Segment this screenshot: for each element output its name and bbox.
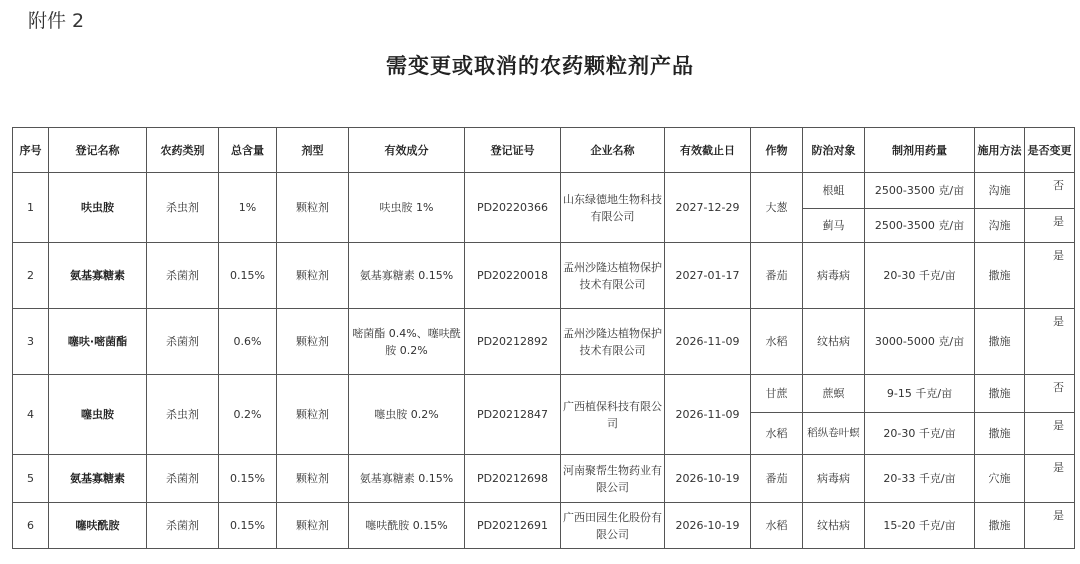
cell-reg-no: PD20212698 <box>465 455 561 503</box>
cell-ingredient: 氨基寡糖素 0.15% <box>349 243 465 309</box>
header-company: 企业名称 <box>561 128 665 173</box>
header-seq: 序号 <box>13 128 49 173</box>
cell-target: 蔗螟 <box>803 375 865 413</box>
cell-change: 是 <box>1025 243 1075 309</box>
cell-dosage: 3000-5000 克/亩 <box>865 309 975 375</box>
cell-reg-no: PD20212892 <box>465 309 561 375</box>
cell-seq: 6 <box>13 503 49 549</box>
cell-target: 蓟马 <box>803 209 865 243</box>
cell-dosage: 20-33 千克/亩 <box>865 455 975 503</box>
cell-dosage: 20-30 千克/亩 <box>865 243 975 309</box>
table-row <box>13 309 1075 375</box>
cell-seq: 4 <box>13 375 49 455</box>
table-row <box>13 375 1075 413</box>
cell-company: 河南聚帮生物药业有限公司 <box>561 455 665 503</box>
cell-change: 否 <box>1025 173 1075 209</box>
cell-reg-name: 氨基寡糖素 <box>49 455 147 503</box>
cell-crop: 水稻 <box>751 413 803 455</box>
cell-company: 广西植保科技有限公司 <box>561 375 665 455</box>
cell-content: 0.2% <box>219 375 277 455</box>
header-reg-no: 登记证号 <box>465 128 561 173</box>
cell-content: 1% <box>219 173 277 243</box>
cell-deadline: 2026-10-19 <box>665 455 751 503</box>
cell-dosage: 2500-3500 克/亩 <box>865 173 975 209</box>
cell-reg-name: 氨基寡糖素 <box>49 243 147 309</box>
page-title: 需变更或取消的农药颗粒剂产品 <box>386 54 694 78</box>
table-row <box>13 173 1075 209</box>
cell-dosage: 2500-3500 克/亩 <box>865 209 975 243</box>
header-crop: 作物 <box>751 128 803 173</box>
cell-change: 是 <box>1025 413 1075 455</box>
cell-crop: 番茄 <box>751 455 803 503</box>
header-ingredient: 有效成分 <box>349 128 465 173</box>
cell-deadline: 2027-12-29 <box>665 173 751 243</box>
cell-category: 杀虫剂 <box>147 173 219 243</box>
header-content: 总含量 <box>219 128 277 173</box>
cell-method: 穴施 <box>975 455 1025 503</box>
cell-reg-no: PD20220018 <box>465 243 561 309</box>
table-row <box>13 455 1075 503</box>
cell-ingredient: 噻呋酰胺 0.15% <box>349 503 465 549</box>
header-change: 是否变更 <box>1025 128 1075 173</box>
cell-method: 撒施 <box>975 413 1025 455</box>
cell-change: 是 <box>1025 309 1075 375</box>
cell-company: 孟州沙隆达植物保护技术有限公司 <box>561 243 665 309</box>
cell-category: 杀菌剂 <box>147 309 219 375</box>
cell-dosage: 15-20 千克/亩 <box>865 503 975 549</box>
cell-crop: 甘蔗 <box>751 375 803 413</box>
cell-reg-name: 噻呋·嘧菌酯 <box>49 309 147 375</box>
cell-change: 是 <box>1025 209 1075 243</box>
cell-crop: 番茄 <box>751 243 803 309</box>
table-row <box>13 503 1075 549</box>
cell-seq: 1 <box>13 173 49 243</box>
cell-form: 颗粒剂 <box>277 173 349 243</box>
cell-category: 杀菌剂 <box>147 455 219 503</box>
cell-form: 颗粒剂 <box>277 243 349 309</box>
products-table <box>12 127 1075 549</box>
cell-category: 杀菌剂 <box>147 503 219 549</box>
attachment-label: 附件 2 <box>28 10 85 32</box>
cell-crop: 水稻 <box>751 309 803 375</box>
cell-ingredient: 嘧菌酯 0.4%、噻呋酰胺 0.2% <box>349 309 465 375</box>
cell-seq: 3 <box>13 309 49 375</box>
cell-category: 杀菌剂 <box>147 243 219 309</box>
header-target: 防治对象 <box>803 128 865 173</box>
cell-method: 沟施 <box>975 173 1025 209</box>
cell-dosage: 9-15 千克/亩 <box>865 375 975 413</box>
cell-target: 稻纵卷叶螟 <box>803 413 865 455</box>
cell-method: 沟施 <box>975 209 1025 243</box>
cell-company: 山东绿德地生物科技有限公司 <box>561 173 665 243</box>
cell-deadline: 2026-11-09 <box>665 309 751 375</box>
cell-content: 0.15% <box>219 455 277 503</box>
cell-target: 病毒病 <box>803 243 865 309</box>
cell-reg-name: 噻虫胺 <box>49 375 147 455</box>
cell-change: 是 <box>1025 503 1075 549</box>
cell-ingredient: 噻虫胺 0.2% <box>349 375 465 455</box>
cell-crop: 水稻 <box>751 503 803 549</box>
cell-target: 纹枯病 <box>803 503 865 549</box>
cell-company: 广西田园生化股份有限公司 <box>561 503 665 549</box>
cell-change: 是 <box>1025 455 1075 503</box>
cell-reg-no: PD20220366 <box>465 173 561 243</box>
cell-content: 0.6% <box>219 309 277 375</box>
header-category: 农药类别 <box>147 128 219 173</box>
cell-ingredient: 氨基寡糖素 0.15% <box>349 455 465 503</box>
cell-form: 颗粒剂 <box>277 375 349 455</box>
header-method: 施用方法 <box>975 128 1025 173</box>
cell-form: 颗粒剂 <box>277 309 349 375</box>
cell-deadline: 2027-01-17 <box>665 243 751 309</box>
cell-ingredient: 呋虫胺 1% <box>349 173 465 243</box>
cell-reg-name: 呋虫胺 <box>49 173 147 243</box>
cell-crop: 大葱 <box>751 173 803 243</box>
cell-target: 根蛆 <box>803 173 865 209</box>
cell-seq: 5 <box>13 455 49 503</box>
table-row <box>13 243 1075 309</box>
header-deadline: 有效截止日 <box>665 128 751 173</box>
table-header-row <box>13 128 1075 173</box>
cell-change: 否 <box>1025 375 1075 413</box>
cell-category: 杀虫剂 <box>147 375 219 455</box>
header-form: 剂型 <box>277 128 349 173</box>
cell-content: 0.15% <box>219 503 277 549</box>
cell-reg-no: PD20212691 <box>465 503 561 549</box>
cell-form: 颗粒剂 <box>277 455 349 503</box>
cell-method: 撒施 <box>975 503 1025 549</box>
cell-company: 孟州沙隆达植物保护技术有限公司 <box>561 309 665 375</box>
cell-target: 病毒病 <box>803 455 865 503</box>
header-reg-name: 登记名称 <box>49 128 147 173</box>
header-dosage: 制剂用药量 <box>865 128 975 173</box>
cell-reg-no: PD20212847 <box>465 375 561 455</box>
cell-deadline: 2026-10-19 <box>665 503 751 549</box>
cell-method: 撒施 <box>975 309 1025 375</box>
cell-method: 撒施 <box>975 375 1025 413</box>
cell-target: 纹枯病 <box>803 309 865 375</box>
cell-form: 颗粒剂 <box>277 503 349 549</box>
cell-content: 0.15% <box>219 243 277 309</box>
cell-method: 撒施 <box>975 243 1025 309</box>
cell-seq: 2 <box>13 243 49 309</box>
cell-dosage: 20-30 千克/亩 <box>865 413 975 455</box>
cell-reg-name: 噻呋酰胺 <box>49 503 147 549</box>
cell-deadline: 2026-11-09 <box>665 375 751 455</box>
